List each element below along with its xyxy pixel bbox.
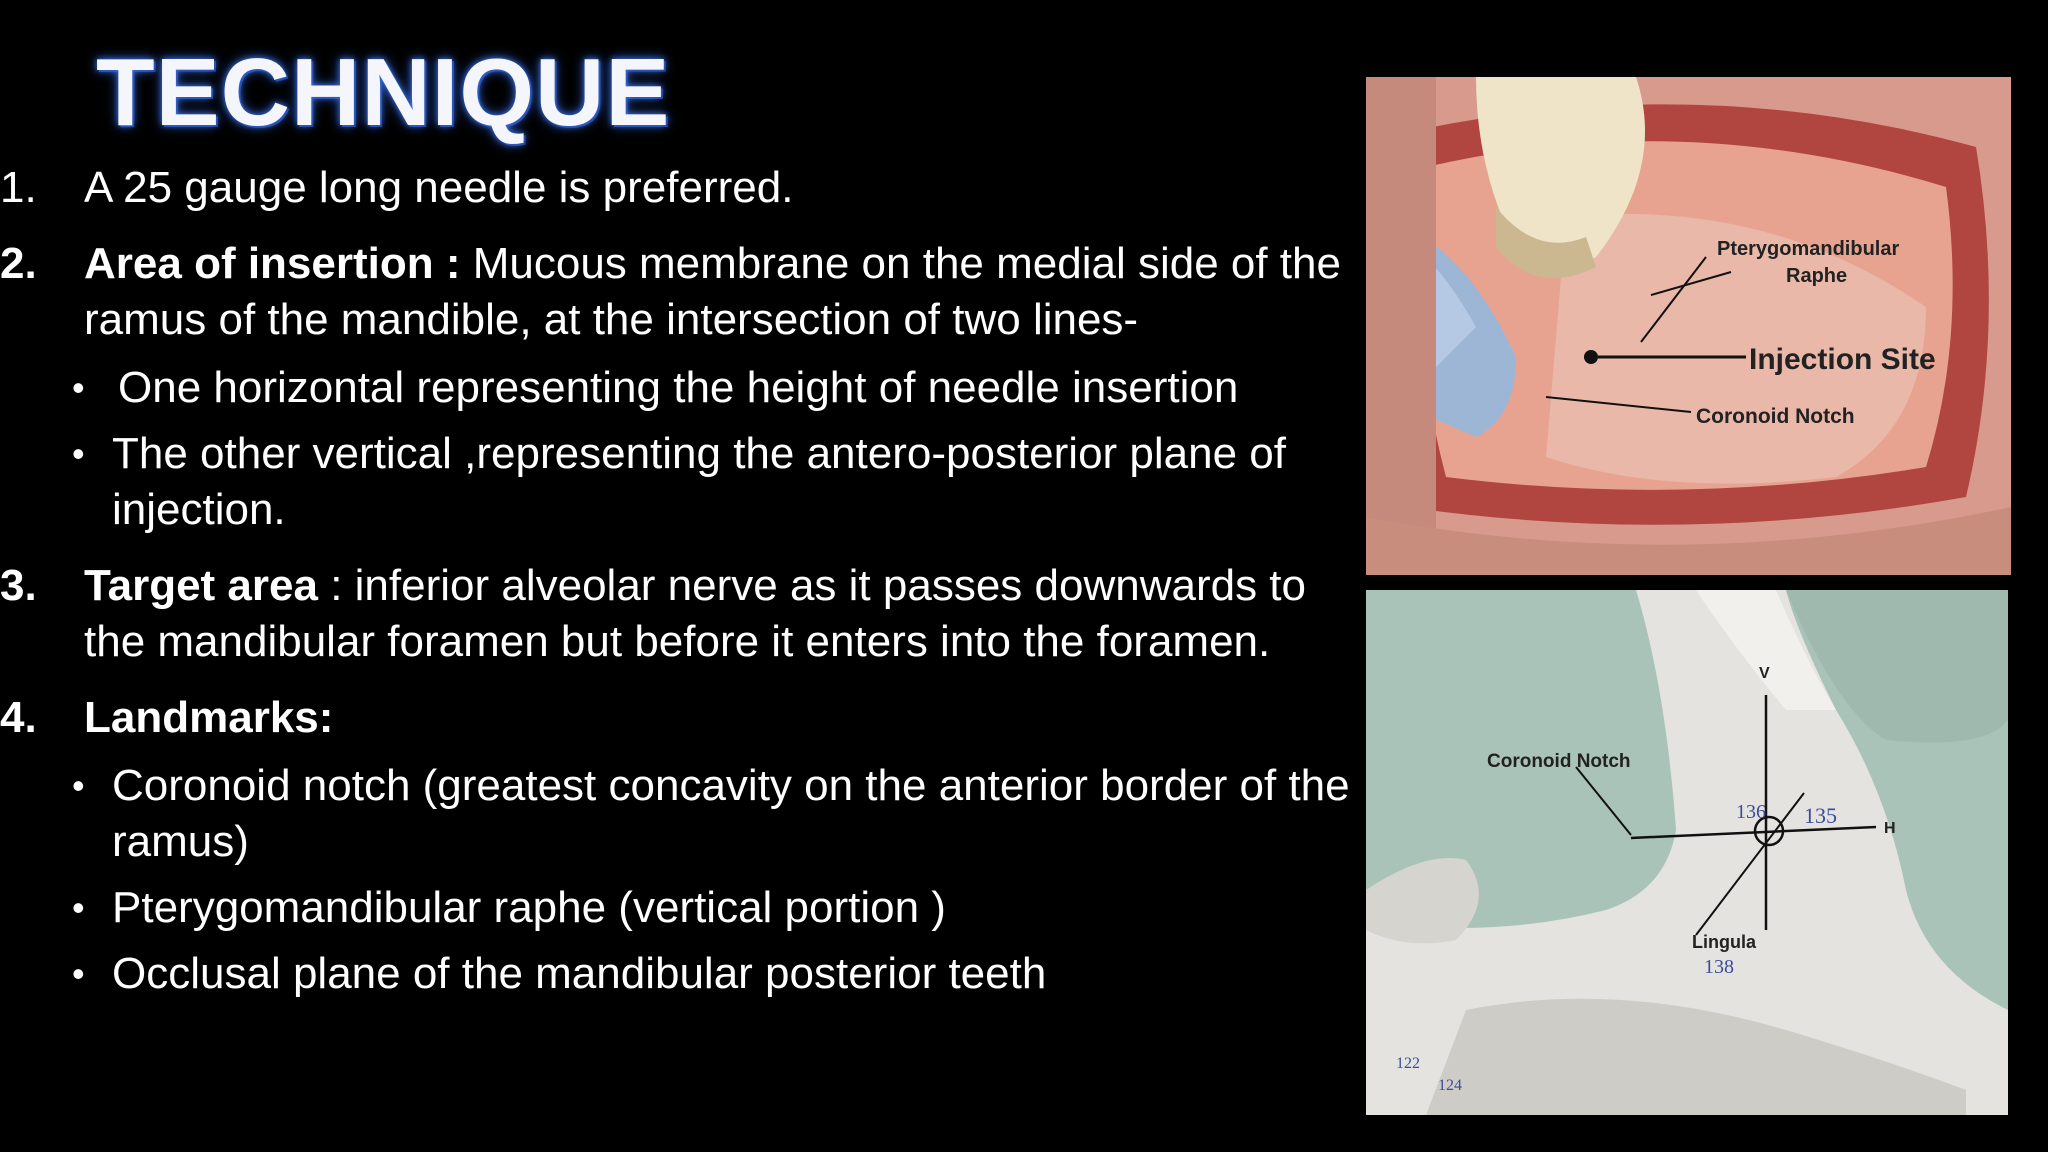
list-item-3 bbox=[0, 558, 1350, 670]
raphe-label: Raphe bbox=[1786, 265, 1848, 287]
bullet-text: Pterygomandibular raphe (vertical portion ) bbox=[112, 883, 946, 932]
sub-bullet bbox=[0, 880, 1350, 936]
mandible-photo bbox=[1366, 590, 2008, 1115]
list-item-2 bbox=[0, 236, 1350, 538]
handwritten-122: 122 bbox=[1396, 1055, 1420, 1072]
bullet-text: Occlusal plane of the mandibular posterior teeth bbox=[112, 949, 1047, 998]
item-number: 1. bbox=[0, 163, 37, 212]
sub-bullet bbox=[0, 758, 1350, 870]
coronoid-notch-label: Coronoid Notch bbox=[1487, 751, 1631, 772]
handwritten-124: 124 bbox=[1438, 1077, 1462, 1094]
list-item-4 bbox=[0, 690, 1350, 1002]
list-item-1 bbox=[0, 160, 1350, 216]
handwritten-135: 135 bbox=[1804, 803, 1837, 828]
handwritten-136: 136 bbox=[1736, 801, 1766, 823]
sub-bullet bbox=[0, 426, 1350, 538]
bullet-text: Coronoid notch (greatest concavity on the anterior border of the ramus) bbox=[112, 761, 1350, 866]
handwritten-138: 138 bbox=[1704, 956, 1734, 978]
bullet-dot: • bbox=[72, 887, 85, 928]
slide-title: TECHNIQUE bbox=[96, 39, 671, 146]
coronoid-notch-label: Coronoid Notch bbox=[1696, 405, 1855, 428]
mouth-photo bbox=[1366, 77, 2011, 575]
item-number: 4. bbox=[0, 693, 37, 742]
lingula-label: Lingula bbox=[1692, 932, 1756, 952]
bullet-dot: • bbox=[72, 433, 85, 474]
injection-site-label: Injection Site bbox=[1749, 343, 1936, 376]
bullet-dot: • bbox=[72, 765, 85, 806]
bullet-dot: • bbox=[72, 953, 85, 994]
v-label: V bbox=[1759, 665, 1770, 682]
sub-bullet bbox=[0, 946, 1350, 1002]
mouth-illustration bbox=[1366, 77, 2011, 575]
mandible-illustration bbox=[1366, 590, 2008, 1115]
bullet-dot: • bbox=[72, 367, 85, 408]
bullet-text: The other vertical ,representing the antero-posterior plane of injection. bbox=[112, 429, 1286, 534]
item-heading: Target area bbox=[84, 561, 318, 610]
item-heading: Landmarks: bbox=[84, 693, 334, 742]
h-label: H bbox=[1884, 820, 1896, 837]
item-number: 2. bbox=[0, 239, 37, 288]
pterygomandibular-label: Pterygomandibular bbox=[1717, 238, 1900, 260]
item-text: A 25 gauge long needle is preferred. bbox=[84, 163, 794, 212]
bullet-text: One horizontal representing the height of needle insertion bbox=[118, 363, 1239, 412]
sub-bullet bbox=[0, 360, 1350, 416]
item-heading: Area of insertion : bbox=[84, 239, 461, 288]
injection-site-dot bbox=[1584, 350, 1598, 364]
item-number: 3. bbox=[0, 561, 37, 610]
technique-list bbox=[0, 160, 1350, 1022]
item-text: Mucous membrane on the medial side of the ramus of the mandible, at the intersection of two lines- bbox=[84, 239, 1341, 344]
item-text: : inferior alveolar nerve as it passes downwards to the mandibular foramen but before it enters into the foramen. bbox=[84, 561, 1306, 666]
